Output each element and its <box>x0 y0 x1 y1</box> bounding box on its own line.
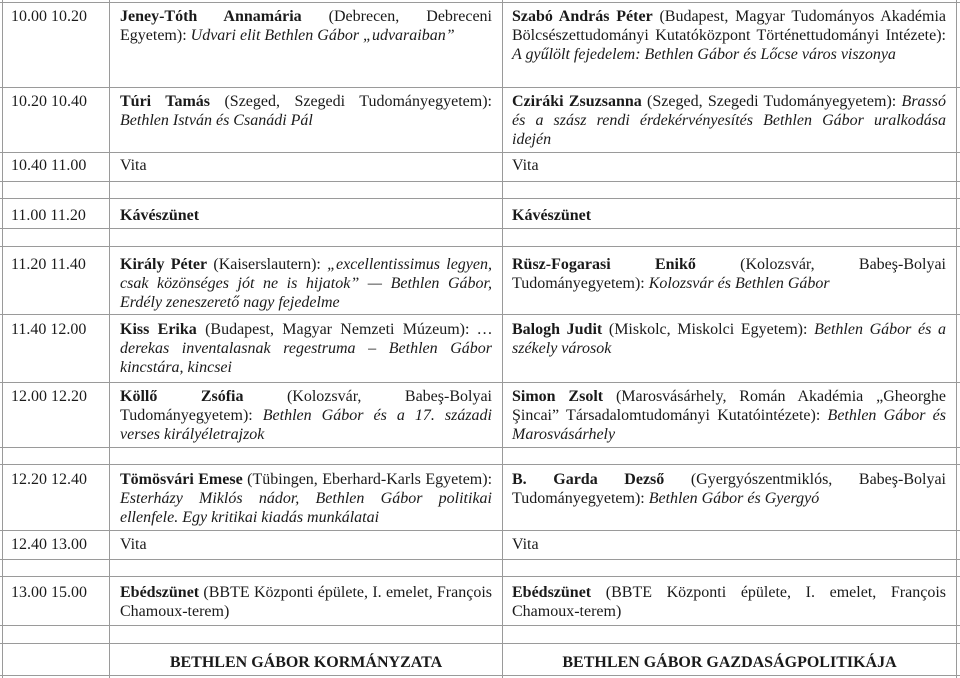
row-divider <box>0 228 960 229</box>
talk-entry <box>512 320 946 358</box>
row-divider <box>0 382 960 383</box>
time-slot: 10.40 11.00 <box>11 157 87 174</box>
speaker-affiliation: (Debrecen, Debreceni Egyetem): <box>120 8 493 44</box>
talk-entry <box>120 470 492 527</box>
time-slot: 12.20 12.40 <box>11 471 87 488</box>
talk-entry <box>512 470 946 508</box>
time-slot: 10.00 10.20 <box>11 8 87 25</box>
speaker-affiliation: (Kolozsvár, Babeş-Bolyai Tudományegyetem): <box>120 388 492 424</box>
speaker-affiliation: (Miskolc, Miskolci Egyetem): <box>602 321 815 338</box>
talk-title: Bethlen Gábor és Marosvásárhely <box>512 407 946 443</box>
talk-entry <box>120 387 492 444</box>
lunch-break-entry <box>120 583 492 621</box>
row-divider <box>0 152 960 153</box>
discussion-label: Vita <box>120 536 147 553</box>
row-divider <box>0 87 960 88</box>
speaker-name: Tömösvári Emese <box>120 471 243 488</box>
row-divider <box>0 675 960 676</box>
section-heading: BETHLEN GÁBOR KORMÁNYZATA <box>169 654 443 671</box>
row-divider <box>0 246 960 247</box>
row-divider <box>0 576 960 577</box>
talk-title: Bethlen István és Csanádi Pál <box>120 112 313 129</box>
time-slot: 12.00 12.20 <box>11 388 87 405</box>
talk-entry <box>512 387 946 444</box>
speaker-name: B. Garda Dezső <box>512 471 665 488</box>
time-slot: 13.00 15.00 <box>11 584 87 601</box>
speaker-name: Kiss Erika <box>120 321 197 338</box>
speaker-name: Cziráki Zsuzsanna <box>512 93 642 110</box>
lunch-break-location: (BBTE Központi épülete, I. emelet, François Chamoux-terem) <box>512 584 946 620</box>
talk-title: Kolozsvár és Bethlen Gábor <box>648 275 830 292</box>
time-slot: 10.20 10.40 <box>11 93 87 110</box>
talk-entry <box>512 255 946 293</box>
talk-title: Udvari elit Bethlen Gábor „udvaraiban” <box>190 27 455 44</box>
talk-title: Esterházy Miklós nádor, Bethlen Gábor politikai ellenfele. Egy kritikai kiadás munkálatai <box>120 490 492 526</box>
speaker-affiliation: (Gyergyószentmiklós, Babeş-Bolyai Tudományegyetem): <box>512 471 946 507</box>
talk-title: …derekas inventalasnak regestruma – Bethlen Gábor kincstára, kincsei <box>120 321 492 376</box>
row-divider <box>0 643 960 644</box>
row-divider <box>0 464 960 465</box>
speaker-name: Jeney-Tóth Annamária <box>120 8 302 25</box>
section-heading: BETHLEN GÁBOR GAZDASÁGPOLITIKÁJA <box>562 654 897 671</box>
speaker-affiliation: (Kolozsvár, Babeş-Bolyai Tudományegyetem): <box>512 256 946 292</box>
speaker-name: Köllő Zsófia <box>120 388 244 405</box>
talk-entry <box>120 92 492 130</box>
talk-title: „excellentissimus legyen, csak közönséges jót ne is hijatok” — Bethlen Gábor, Erdély zeneszerető nagy fejedelme <box>120 256 492 311</box>
talk-title: Bethlen Gábor és a székely városok <box>512 321 946 357</box>
speaker-name: Túri Tamás <box>120 93 211 110</box>
lunch-break-label: Ebédszünet <box>512 584 592 601</box>
time-slot: 12.40 13.00 <box>11 536 87 553</box>
coffee-break-label: Kávészünet <box>512 207 592 224</box>
row-divider <box>0 198 960 199</box>
row-divider <box>0 2 960 3</box>
row-divider <box>0 181 960 182</box>
talk-title: A gyűlölt fejedelem: Bethlen Gábor és Lőcse város viszonya <box>512 46 896 63</box>
talk-title: Brassó és a szász rendi érdekérvényesítés Bethlen Gábor uralkodása idején <box>512 93 946 148</box>
speaker-affiliation: (Kaiserslautern): <box>207 256 328 273</box>
speaker-name: Balogh Judit <box>512 321 603 338</box>
speaker-name: Szabó András Péter <box>512 8 653 25</box>
speaker-name: Rüsz-Fogarasi Enikő <box>512 256 696 273</box>
talk-entry <box>120 255 492 312</box>
discussion-label: Vita <box>512 157 539 174</box>
speaker-affiliation: (Budapest, Magyar Tudományos Akadémia Bölcsészettudományi Kutatóközpont Történettudományi Intézete): <box>512 8 946 44</box>
row-divider <box>0 530 960 531</box>
speaker-name: Király Péter <box>120 256 208 273</box>
speaker-affiliation: (Budapest, Magyar Nemzeti Múzeum): <box>196 321 478 338</box>
speaker-affiliation: (Szeged, Szegedi Tudományegyetem): <box>641 93 902 110</box>
discussion-label: Vita <box>120 157 147 174</box>
talk-title: Bethlen Gábor és a 17. századi verses királyéletrajzok <box>120 407 492 443</box>
talk-title: Bethlen Gábor és Gyergyó <box>648 490 820 507</box>
row-divider <box>0 559 960 560</box>
row-divider <box>0 447 960 448</box>
lunch-break-entry <box>512 583 946 621</box>
time-slot: 11.20 11.40 <box>11 256 86 273</box>
talk-entry <box>120 7 492 45</box>
speaker-affiliation: (Marosvásárhely, Román Akadémia „Gheorghe Şincai” Társadalomtudományi Kutatóintézete): <box>512 388 946 424</box>
talk-entry <box>120 320 492 377</box>
row-divider <box>0 625 960 626</box>
talk-entry <box>512 92 946 149</box>
row-divider <box>0 314 960 315</box>
time-slot: 11.40 12.00 <box>11 321 87 338</box>
speaker-affiliation: (Tübingen, Eberhard-Karls Egyetem): <box>242 471 493 488</box>
lunch-break-location: (BBTE Központi épülete, I. emelet, François Chamoux-terem) <box>120 584 492 620</box>
talk-entry <box>512 7 946 64</box>
time-slot: 11.00 11.20 <box>11 207 86 224</box>
coffee-break-label: Kávészünet <box>120 207 200 224</box>
lunch-break-label: Ebédszünet <box>120 584 200 601</box>
speaker-name: Simon Zsolt <box>512 388 604 405</box>
speaker-affiliation: (Szeged, Szegedi Tudományegyetem): <box>210 93 492 110</box>
discussion-label: Vita <box>512 536 539 553</box>
